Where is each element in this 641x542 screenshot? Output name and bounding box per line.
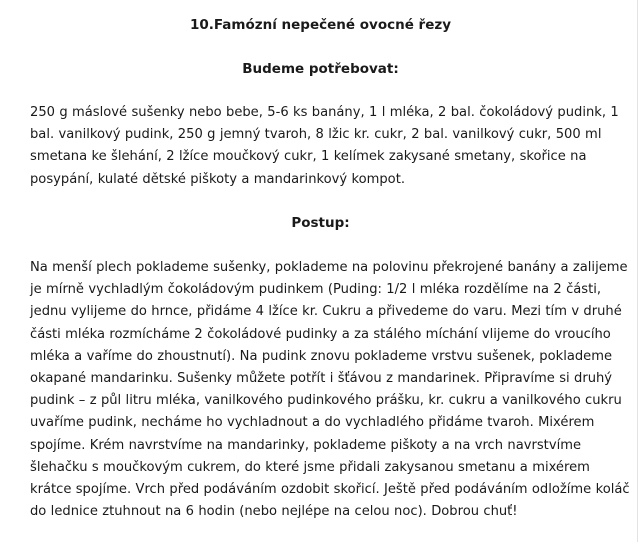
- page-edge-divider: [637, 0, 638, 542]
- procedure-paragraph: Na menší plech poklademe sušenky, poklademe na polovinu překrojené banány a zalijeme je mírně vychladlým čokoládovým pudinkem (Puding: 1/2 l mléka rozdělíme na 2 části, jednu vylijeme do hrnce, přidáme 4 lžíce kr. Cukru a přivedeme do varu. Mezi tím v druhé části mléka rozmícháme 2 čokoládové pudinky a za stálého míchání vlijeme do vroucího mléka a vaříme do zhoustnutí). Na pudink znovu poklademe vrstvu sušenek, poklademe okapané mandarinku. Sušenky můžete potřít i šťávou z mandarinek. Připravíme si druhý pudink – z půl litru mléka, vanilkového pudinkového prášku, kr. cukru a vanilkového cukru uvaříme pudink, necháme ho vychladnout a do vychladlého přidáme tvaroh. Mixérem spojíme. Krém navrstvíme na mandarinky, poklademe piškoty a na vrch navrstvíme šlehačku s moučkovým cukrem, do které jsme přidali zakysanou smetanu a mixérem krátce spojíme. Vrch před podáváním ozdobit skořicí. Ještě před podáváním odložíme koláč do lednice ztuhnout na 6 hodin (nebo nejlépe na celou noc). Dobrou chuť!: [30, 260, 630, 520]
- ingredients-heading: Budeme potřebovat:: [242, 61, 399, 77]
- procedure-heading: Postup:: [291, 215, 350, 231]
- ingredients-paragraph: 250 g máslové sušenky nebo bebe, 5-6 ks banány, 1 l mléka, 2 bal. čokoládový pudink, 1 bal. vanilkový pudink, 250 g jemný tvaroh, 8 lžic kr. cukr, 2 bal. vanilkový cukr, 500 ml smetana ke šlehání, 2 lžíce moučkový cukr, 1 kelímek zakysané smetany, skořice na posypání, kulaté dětské piškoty a mandarinkový kompot.: [30, 105, 619, 187]
- recipe-title: 10.Famózní nepečené ovocné řezy: [189, 17, 452, 33]
